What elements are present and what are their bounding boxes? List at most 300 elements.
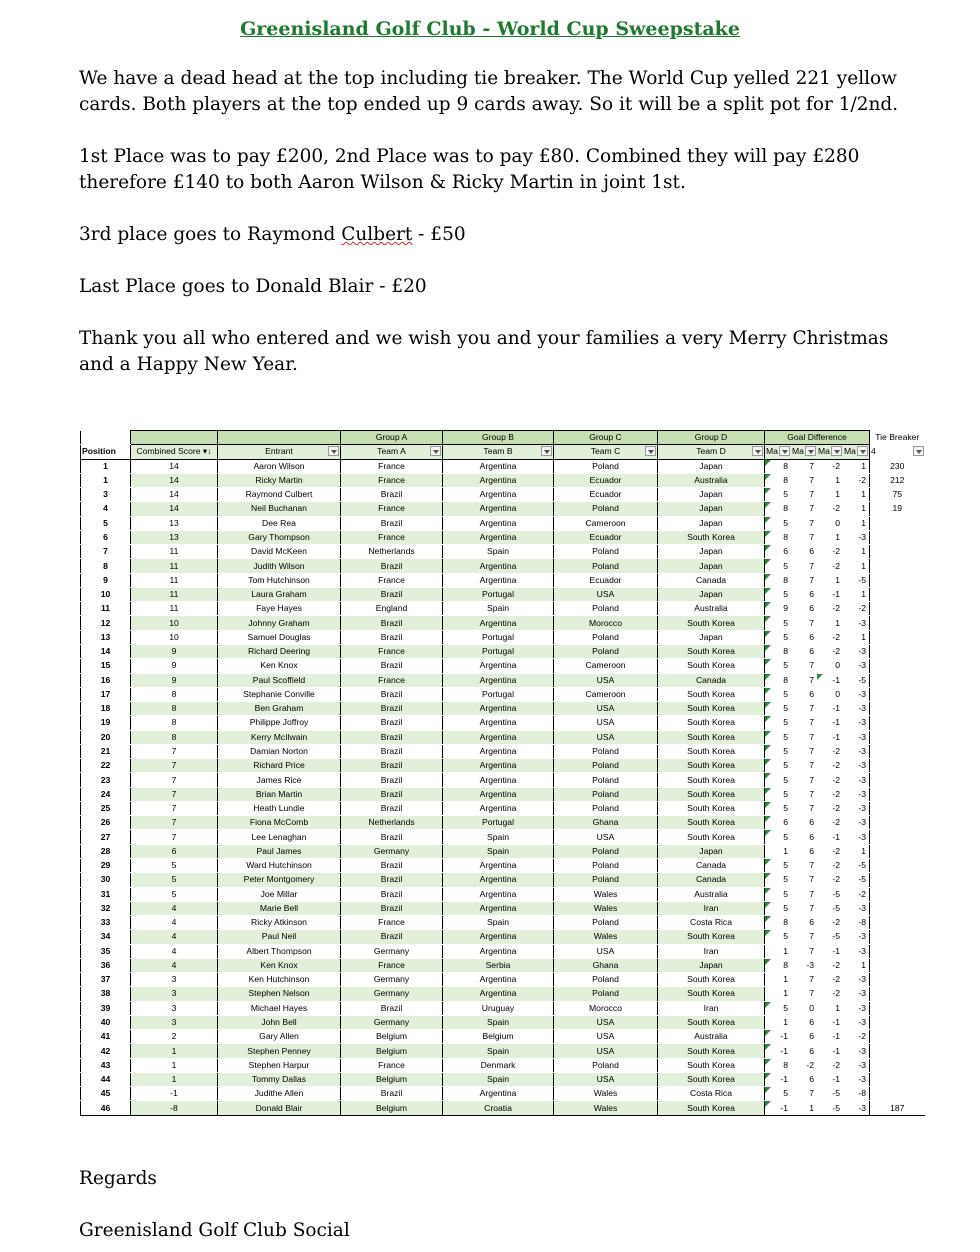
gd-2-cell: 7: [791, 530, 817, 544]
team-a-cell: Germany: [341, 973, 443, 987]
tie-breaker-col-header[interactable]: 4: [870, 445, 925, 459]
score-cell: 4: [131, 901, 218, 915]
filter-dropdown-icon[interactable]: [541, 446, 552, 456]
table-row: [81, 530, 925, 544]
gd-1-cell: 8: [765, 573, 792, 587]
team-a-cell: Brazil: [341, 787, 443, 801]
tie-breaker-cell: [870, 987, 925, 1001]
gd-3-cell: 1: [817, 473, 843, 487]
team-d-cell: South Korea: [658, 616, 765, 630]
team-c-header[interactable]: Team C: [554, 445, 658, 459]
team-a-cell: Brazil: [341, 659, 443, 673]
team-b-cell: Croatia: [443, 1101, 554, 1115]
gd-3-cell: -5: [817, 887, 843, 901]
gd-1-cell: 5: [765, 730, 792, 744]
page-title: Greenisland Golf Club - World Cup Sweepstake: [240, 18, 740, 40]
team-d-cell: South Korea: [658, 801, 765, 815]
gd-4-cell: -3: [843, 1101, 870, 1115]
combined-score-header[interactable]: Combined Score ▾↓: [131, 445, 218, 459]
score-cell: 14: [131, 488, 218, 502]
team-a-cell: Belgium: [341, 1044, 443, 1058]
entrant-cell: Brian Martin: [218, 787, 341, 801]
group-d-header: Group D: [658, 431, 765, 445]
filter-dropdown-icon[interactable]: [779, 446, 790, 456]
gd-4-cell: -3: [843, 716, 870, 730]
table-row: [81, 1072, 925, 1086]
team-d-cell: South Korea: [658, 1044, 765, 1058]
team-a-cell: France: [341, 644, 443, 658]
team-c-cell: Cameroon: [554, 659, 658, 673]
score-cell: 10: [131, 630, 218, 644]
gd-3-cell: -1: [817, 1044, 843, 1058]
team-d-cell: South Korea: [658, 930, 765, 944]
table-row: [81, 773, 925, 787]
gd-match-4-header[interactable]: Ma: [843, 445, 870, 459]
gd-2-cell: 6: [791, 1030, 817, 1044]
team-b-cell: Denmark: [443, 1058, 554, 1072]
entrant-cell: Laura Graham: [218, 587, 341, 601]
team-b-cell: Argentina: [443, 516, 554, 530]
team-b-cell: Uruguay: [443, 1001, 554, 1015]
gd-match-2-header[interactable]: Ma: [791, 445, 817, 459]
table-row: [81, 1015, 925, 1029]
filter-dropdown-icon[interactable]: [752, 446, 763, 456]
gd-3-cell: -1: [817, 944, 843, 958]
tie-breaker-cell: [870, 816, 925, 830]
team-a-cell: Brazil: [341, 716, 443, 730]
position-cell: 9: [81, 573, 131, 587]
gd-3-cell: -2: [817, 602, 843, 616]
gd-3-cell: -2: [817, 630, 843, 644]
gd-3-cell: -2: [817, 973, 843, 987]
gd-2-cell: 7: [791, 901, 817, 915]
team-a-cell: France: [341, 459, 443, 473]
table-row: [81, 944, 925, 958]
gd-3-cell: -1: [817, 702, 843, 716]
table-row: [81, 488, 925, 502]
gd-4-cell: -3: [843, 930, 870, 944]
gd-3-cell: -2: [817, 459, 843, 473]
group-a-header: Group A: [341, 431, 443, 445]
gd-3-cell: -2: [817, 987, 843, 1001]
score-cell: 7: [131, 773, 218, 787]
score-cell: 1: [131, 1044, 218, 1058]
team-c-cell: Poland: [554, 559, 658, 573]
gd-2-cell: 7: [791, 459, 817, 473]
team-d-cell: Canada: [658, 858, 765, 872]
tie-breaker-cell: [870, 644, 925, 658]
gd-4-cell: -3: [843, 644, 870, 658]
score-cell: 4: [131, 944, 218, 958]
score-cell: 11: [131, 559, 218, 573]
entrant-header[interactable]: Entrant: [218, 445, 341, 459]
position-cell: 26: [81, 816, 131, 830]
score-cell: 11: [131, 587, 218, 601]
team-b-cell: Argentina: [443, 716, 554, 730]
position-cell: 43: [81, 1058, 131, 1072]
position-cell: 39: [81, 1001, 131, 1015]
gd-4-cell: -3: [843, 1058, 870, 1072]
team-c-cell: Poland: [554, 873, 658, 887]
team-d-cell: South Korea: [658, 1101, 765, 1115]
position-cell: 6: [81, 530, 131, 544]
score-cell: 2: [131, 1030, 218, 1044]
team-c-cell: USA: [554, 1072, 658, 1086]
group-header-row: [81, 431, 925, 445]
team-d-cell: South Korea: [658, 759, 765, 773]
position-cell: 22: [81, 759, 131, 773]
position-cell: 40: [81, 1015, 131, 1029]
team-c-cell: Poland: [554, 858, 658, 872]
intro-paragraph: We have a dead head at the top including tie breaker. The World Cup yelled 221 yellow cards. Both players at the top ended up 9 cards away. So it will be a split pot for 1/2nd.: [79, 68, 899, 115]
team-c-cell: Morocco: [554, 616, 658, 630]
table-row: [81, 573, 925, 587]
tie-breaker-cell: [870, 616, 925, 630]
tie-breaker-cell: [870, 744, 925, 758]
tie-breaker-cell: [870, 830, 925, 844]
gd-4-cell: -3: [843, 987, 870, 1001]
table-row: [81, 901, 925, 915]
team-b-cell: Argentina: [443, 987, 554, 1001]
gd-3-cell: 1: [817, 573, 843, 587]
gd-3-cell: 0: [817, 659, 843, 673]
gd-2-cell: 7: [791, 1087, 817, 1101]
score-cell: 9: [131, 673, 218, 687]
gd-3-cell: -2: [817, 858, 843, 872]
gd-4-cell: -3: [843, 787, 870, 801]
gd-4-cell: -3: [843, 702, 870, 716]
gd-1-cell: 5: [765, 1087, 792, 1101]
entrant-cell: Faye Hayes: [218, 602, 341, 616]
entrant-cell: Neil Buchanan: [218, 502, 341, 516]
tie-breaker-cell: [870, 1030, 925, 1044]
position-cell: 8: [81, 559, 131, 573]
team-c-cell: Poland: [554, 844, 658, 858]
entrant-cell: Paul James: [218, 844, 341, 858]
tie-breaker-cell: [870, 1044, 925, 1058]
filter-dropdown-icon[interactable]: [857, 446, 868, 456]
gd-3-cell: -1: [817, 587, 843, 601]
team-c-cell: USA: [554, 716, 658, 730]
tie-breaker-cell: [870, 673, 925, 687]
gd-2-cell: 7: [791, 973, 817, 987]
entrant-cell: Richard Price: [218, 759, 341, 773]
team-d-cell: Japan: [658, 488, 765, 502]
gd-4-cell: -3: [843, 730, 870, 744]
position-cell: 16: [81, 673, 131, 687]
gd-1-cell: -1: [765, 1072, 792, 1086]
gd-1-cell: 5: [765, 901, 792, 915]
gd-3-cell: -2: [817, 816, 843, 830]
score-cell: 4: [131, 916, 218, 930]
score-cell: 3: [131, 973, 218, 987]
score-cell: 8: [131, 730, 218, 744]
gd-3-cell: -2: [817, 787, 843, 801]
gd-1-cell: 8: [765, 644, 792, 658]
team-d-cell: Canada: [658, 573, 765, 587]
team-b-cell: Argentina: [443, 488, 554, 502]
third-place-prize: - £50: [412, 224, 466, 245]
team-d-cell: Japan: [658, 587, 765, 601]
team-b-cell: Argentina: [443, 702, 554, 716]
team-a-cell: Brazil: [341, 773, 443, 787]
gd-2-cell: 7: [791, 659, 817, 673]
table-row: [81, 1087, 925, 1101]
entrant-cell: Tom Hutchinson: [218, 573, 341, 587]
team-d-cell: Iran: [658, 901, 765, 915]
team-a-cell: England: [341, 602, 443, 616]
score-cell: 13: [131, 516, 218, 530]
gd-3-cell: -1: [817, 1015, 843, 1029]
table-row: [81, 844, 925, 858]
team-d-cell: South Korea: [658, 702, 765, 716]
table-row: [81, 816, 925, 830]
entrant-cell: Stephen Harpur: [218, 1058, 341, 1072]
gd-1-cell: 8: [765, 530, 792, 544]
table-row: [81, 744, 925, 758]
position-cell: 10: [81, 587, 131, 601]
score-cell: 14: [131, 502, 218, 516]
team-b-cell: Argentina: [443, 659, 554, 673]
team-c-cell: Poland: [554, 1058, 658, 1072]
filter-dropdown-icon[interactable]: [645, 446, 656, 456]
team-c-cell: USA: [554, 730, 658, 744]
table-row: [81, 716, 925, 730]
entrant-cell: Paul Neil: [218, 930, 341, 944]
team-d-header[interactable]: Team D: [658, 445, 765, 459]
team-c-cell: Wales: [554, 1087, 658, 1101]
team-c-cell: Wales: [554, 1101, 658, 1115]
team-d-cell: Costa Rica: [658, 1087, 765, 1101]
team-b-cell: Argentina: [443, 730, 554, 744]
table-row: [81, 459, 925, 473]
entrant-cell: Ben Graham: [218, 702, 341, 716]
gd-2-cell: 6: [791, 844, 817, 858]
team-a-cell: Brazil: [341, 801, 443, 815]
score-cell: 7: [131, 787, 218, 801]
team-a-cell: Brazil: [341, 516, 443, 530]
score-cell: 8: [131, 716, 218, 730]
tie-breaker-cell: [870, 759, 925, 773]
tie-breaker-cell: [870, 573, 925, 587]
entrant-cell: Lee Lenaghan: [218, 830, 341, 844]
score-cell: 6: [131, 844, 218, 858]
score-cell: 9: [131, 644, 218, 658]
team-c-cell: Poland: [554, 973, 658, 987]
score-cell: 3: [131, 1001, 218, 1015]
team-b-cell: Argentina: [443, 1087, 554, 1101]
position-cell: 45: [81, 1087, 131, 1101]
entrant-cell: Marie Bell: [218, 901, 341, 915]
team-a-cell: Brazil: [341, 1001, 443, 1015]
tie-breaker-cell: [870, 587, 925, 601]
filter-dropdown-icon[interactable]: [913, 446, 924, 456]
gd-1-cell: 5: [765, 759, 792, 773]
tie-breaker-cell: [870, 1087, 925, 1101]
filter-dropdown-icon[interactable]: [805, 446, 816, 456]
gd-3-cell: -5: [817, 1101, 843, 1115]
team-b-cell: Spain: [443, 602, 554, 616]
team-b-cell: Argentina: [443, 901, 554, 915]
gd-2-cell: -3: [791, 958, 817, 972]
team-a-header[interactable]: Team A: [341, 445, 443, 459]
entrant-cell: Samuel Douglas: [218, 630, 341, 644]
position-cell: 1: [81, 473, 131, 487]
gd-match-3-header[interactable]: Ma: [817, 445, 843, 459]
gd-4-cell: -3: [843, 687, 870, 701]
team-c-cell: USA: [554, 830, 658, 844]
table-row: [81, 1101, 925, 1115]
position-cell: 21: [81, 744, 131, 758]
gd-match-1-header[interactable]: Ma: [765, 445, 792, 459]
team-c-cell: Poland: [554, 545, 658, 559]
gd-2-cell: 7: [791, 858, 817, 872]
table-row: [81, 687, 925, 701]
gd-4-cell: -3: [843, 744, 870, 758]
gd-1-cell: 5: [765, 930, 792, 944]
entrant-cell: Philippe Joffroy: [218, 716, 341, 730]
team-a-cell: France: [341, 673, 443, 687]
table-row: [81, 644, 925, 658]
team-d-cell: South Korea: [658, 1015, 765, 1029]
gd-1-cell: 8: [765, 1058, 792, 1072]
team-d-cell: Canada: [658, 873, 765, 887]
filter-dropdown-icon[interactable]: [328, 446, 339, 456]
gd-1-cell: 5: [765, 830, 792, 844]
goal-difference-header: Goal Difference: [765, 431, 870, 445]
gd-2-cell: 7: [791, 744, 817, 758]
gd-3-cell: -2: [817, 773, 843, 787]
entrant-cell: Joe Millar: [218, 887, 341, 901]
gd-3-cell: -1: [817, 730, 843, 744]
gd-3-cell: -2: [817, 502, 843, 516]
gd-3-cell: -1: [817, 673, 843, 687]
position-cell: 7: [81, 545, 131, 559]
gd-4-cell: -5: [843, 858, 870, 872]
team-c-cell: Poland: [554, 744, 658, 758]
team-b-cell: Spain: [443, 545, 554, 559]
tie-breaker-cell: [870, 1058, 925, 1072]
gd-3-cell: -2: [817, 545, 843, 559]
team-c-cell: USA: [554, 1044, 658, 1058]
gd-4-cell: -2: [843, 602, 870, 616]
entrant-cell: Stephen Penney: [218, 1044, 341, 1058]
team-b-header[interactable]: Team B: [443, 445, 554, 459]
team-d-cell: Costa Rica: [658, 916, 765, 930]
team-b-cell: Argentina: [443, 759, 554, 773]
thanks-paragraph: Thank you all who entered and we wish you and your families a very Merry Christmas and a Happy New Year.: [79, 328, 889, 375]
tie-breaker-cell: [870, 1072, 925, 1086]
gd-1-cell: 8: [765, 916, 792, 930]
entrant-cell: Aaron Wilson: [218, 459, 341, 473]
gd-4-cell: -2: [843, 887, 870, 901]
team-a-cell: Belgium: [341, 1072, 443, 1086]
gd-2-cell: -2: [791, 1058, 817, 1072]
team-c-cell: Ghana: [554, 816, 658, 830]
position-cell: 32: [81, 901, 131, 915]
team-a-cell: Brazil: [341, 702, 443, 716]
table-row: [81, 1001, 925, 1015]
entrant-cell: David McKeen: [218, 545, 341, 559]
table-row: [81, 502, 925, 516]
position-cell: 15: [81, 659, 131, 673]
gd-4-cell: -3: [843, 659, 870, 673]
gd-4-cell: -3: [843, 830, 870, 844]
team-d-cell: Australia: [658, 602, 765, 616]
gd-2-cell: 7: [791, 930, 817, 944]
signoff-text: Greenisland Golf Club Social: [79, 1220, 350, 1241]
gd-1-cell: 5: [765, 873, 792, 887]
gd-4-cell: -5: [843, 873, 870, 887]
gd-1-cell: 5: [765, 716, 792, 730]
team-a-cell: Brazil: [341, 873, 443, 887]
score-cell: 8: [131, 687, 218, 701]
tie-breaker-cell: [870, 944, 925, 958]
team-a-cell: Brazil: [341, 587, 443, 601]
gd-3-cell: 0: [817, 687, 843, 701]
table-row: [81, 630, 925, 644]
gd-1-cell: 9: [765, 602, 792, 616]
position-cell: 38: [81, 987, 131, 1001]
gd-1-cell: -1: [765, 1030, 792, 1044]
gd-2-cell: 6: [791, 587, 817, 601]
gd-3-cell: -1: [817, 1030, 843, 1044]
score-cell: 7: [131, 816, 218, 830]
team-a-cell: Brazil: [341, 887, 443, 901]
gd-3-cell: -2: [817, 744, 843, 758]
team-a-cell: Germany: [341, 944, 443, 958]
score-cell: 1: [131, 1072, 218, 1086]
team-b-cell: Argentina: [443, 616, 554, 630]
position-cell: 34: [81, 930, 131, 944]
entrant-cell: Richard Deering: [218, 644, 341, 658]
third-place-text: 3rd place goes to Raymond: [79, 224, 342, 245]
gd-2-cell: 7: [791, 488, 817, 502]
score-cell: 8: [131, 702, 218, 716]
filter-dropdown-icon[interactable]: [831, 446, 842, 456]
gd-2-cell: 6: [791, 830, 817, 844]
last-place-paragraph: Last Place goes to Donald Blair - £20: [79, 276, 427, 297]
table-row: [81, 702, 925, 716]
team-d-cell: South Korea: [658, 987, 765, 1001]
gd-3-cell: -2: [817, 644, 843, 658]
team-d-cell: Japan: [658, 844, 765, 858]
team-b-cell: Argentina: [443, 530, 554, 544]
gd-2-cell: 6: [791, 1072, 817, 1086]
gd-2-cell: 7: [791, 502, 817, 516]
table-row: [81, 659, 925, 673]
team-c-cell: Poland: [554, 630, 658, 644]
score-cell: -8: [131, 1101, 218, 1115]
team-a-cell: Brazil: [341, 744, 443, 758]
team-a-cell: France: [341, 1058, 443, 1072]
gd-1-cell: 8: [765, 473, 792, 487]
table-row: [81, 1044, 925, 1058]
team-b-cell: Argentina: [443, 801, 554, 815]
gd-4-cell: -3: [843, 1072, 870, 1086]
table-row: [81, 873, 925, 887]
team-c-cell: Wales: [554, 901, 658, 915]
entrant-cell: Raymond Culbert: [218, 488, 341, 502]
tie-breaker-cell: [870, 787, 925, 801]
gd-2-cell: 7: [791, 730, 817, 744]
gd-1-cell: 1: [765, 844, 792, 858]
filter-dropdown-icon[interactable]: [430, 446, 441, 456]
team-c-cell: USA: [554, 587, 658, 601]
team-b-cell: Portugal: [443, 587, 554, 601]
gd-2-cell: 7: [791, 516, 817, 530]
team-b-cell: Spain: [443, 844, 554, 858]
